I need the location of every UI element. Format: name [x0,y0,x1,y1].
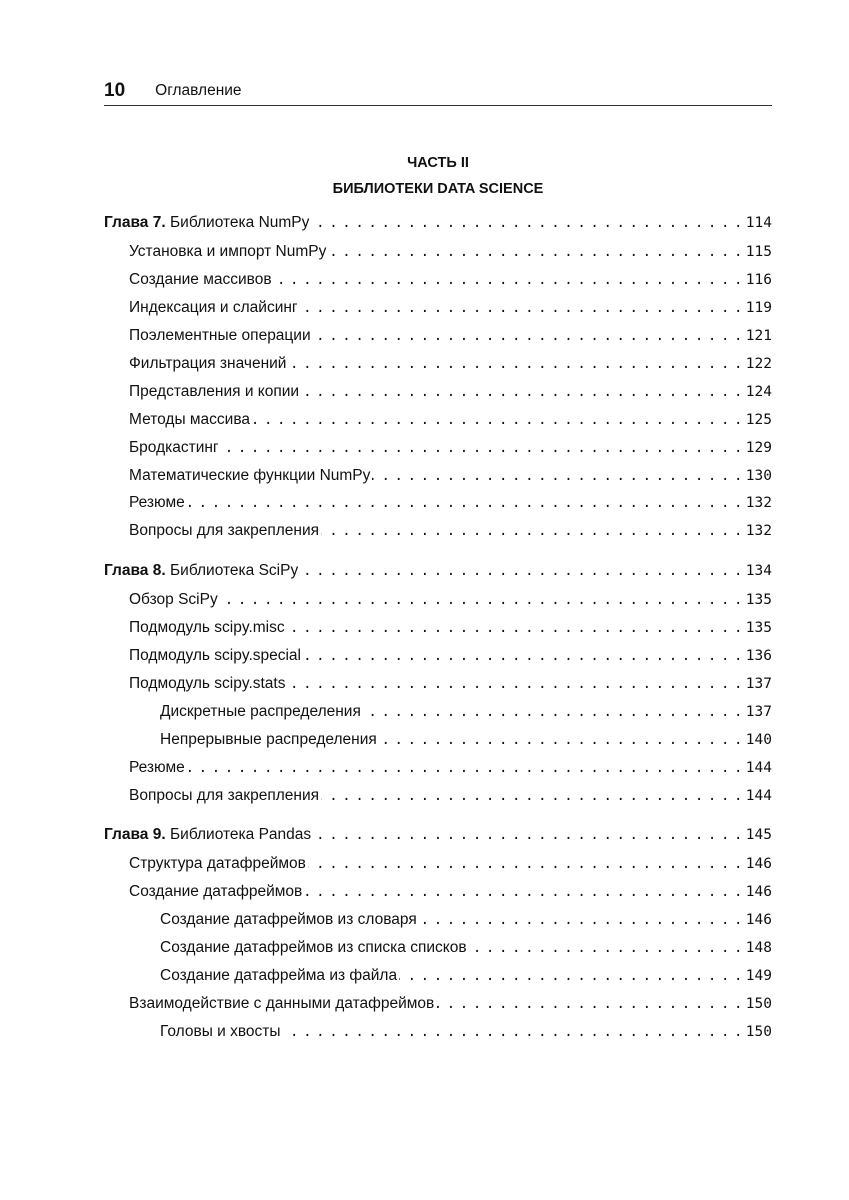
toc-page-number: 137 [745,704,772,720]
toc-entry[interactable] [129,325,772,347]
toc-entry[interactable] [129,465,772,487]
toc-entry-title: Дискретные распределения [160,703,361,720]
dot-leader [436,993,744,1015]
toc-page-number: 146 [745,912,772,928]
toc-entry-title: Взаимодействие с данными датафреймов [129,995,435,1012]
toc-entry[interactable] [129,297,772,319]
toc-entry[interactable] [129,520,772,542]
toc-entry[interactable] [129,757,772,779]
toc-entry[interactable] [129,853,772,875]
toc-entry[interactable] [129,437,772,459]
part-label: ЧАСТЬ II [407,155,469,171]
toc-entry-title: Поэлементные операции [129,327,311,344]
dot-leader [419,909,744,931]
toc-entry-title: Непрерывные распределения [160,731,377,748]
dot-leader [288,353,743,375]
toc-page-number: 144 [745,788,772,804]
toc-entry[interactable] [129,645,772,667]
toc-chapter-8[interactable] [104,560,772,582]
toc-page-number: 121 [745,328,772,344]
dot-leader [252,409,744,431]
toc-page-number: 135 [745,620,772,636]
toc-chapter-9[interactable] [104,824,772,846]
dot-leader [379,729,744,751]
toc-subentry[interactable] [160,909,772,931]
toc-page-number: 132 [745,495,772,511]
toc-page-number: 135 [745,592,772,608]
toc-entry-title: Вопросы для закрепления [129,787,319,804]
dot-leader [363,701,744,723]
dot-leader [187,492,744,514]
dot-leader [321,520,744,542]
dot-leader [287,617,744,639]
toc-entry-title: Индексация и слайсинг [129,299,298,316]
toc-entry-title: Фильтрация значений [129,355,287,372]
toc-entry-title [104,212,309,234]
toc-subentry[interactable] [160,701,772,723]
dot-leader [469,937,744,959]
toc-entry[interactable] [129,589,772,611]
page-number: 10 [104,80,126,101]
part-heading [104,150,772,202]
toc-entry-title: Вопросы для закрепления [129,522,319,539]
toc-entry-title: Установка и импорт NumPy [129,243,327,260]
toc-page-number: 129 [745,440,772,456]
toc-page-number: 146 [745,884,772,900]
toc-page-number: 124 [745,384,772,400]
toc-entry-title [104,560,298,582]
toc-page-number: 145 [745,827,772,843]
toc-page-number: 122 [745,356,772,372]
toc-page-number: 146 [745,856,772,872]
toc-page-number: 136 [745,648,772,664]
dot-leader [220,589,744,611]
toc-page-number: 119 [745,300,772,316]
toc-entry-title: Подмодуль scipy.special [129,647,301,664]
toc-page-number: 115 [745,244,772,260]
toc-page-number: 150 [745,1024,772,1040]
toc-entry[interactable] [129,673,772,695]
chapter-title: Библиотека NumPy [169,214,310,231]
dot-leader [313,824,744,846]
toc-entry[interactable] [129,881,772,903]
toc-entry[interactable] [129,993,772,1015]
toc-entry[interactable] [129,492,772,514]
toc-entry-title: Резюме [129,494,185,511]
toc-entry[interactable] [129,269,772,291]
toc-entry-title: Представления и копии [129,383,300,400]
toc-page-number: 132 [745,523,772,539]
toc-entry-title: Создание датафреймов [129,883,303,900]
toc-subentry[interactable] [160,729,772,751]
dot-leader [304,881,744,903]
toc-subentry[interactable] [160,937,772,959]
toc-entry-title: Создание датафреймов из словаря [160,911,417,928]
toc-page-number: 130 [745,468,772,484]
toc-entry-title: Создание датафрейма из файла [160,967,398,984]
dot-leader [300,560,744,582]
toc-entry-title: Математические функции NumPy [129,467,371,484]
toc-entry-title: Создание датафреймов из списка списков [160,939,467,956]
dot-leader [372,465,743,487]
toc-chapter-7[interactable] [104,212,772,234]
dot-leader [321,785,744,807]
toc-page-number: 149 [745,968,772,984]
toc-page-number: 134 [745,563,772,579]
dot-leader [328,241,743,263]
toc-entry-title: Структура датафреймов [129,855,306,872]
toc-entry[interactable] [129,409,772,431]
toc-page-number: 125 [745,412,772,428]
dot-leader [221,437,744,459]
toc-entry-title: Резюме [129,759,185,776]
chapter-title: Библиотека Pandas [169,826,312,843]
toc-subentry[interactable] [160,965,772,987]
part-title: БИБЛИОТЕКИ DATA SCIENCE [332,181,544,197]
running-title: Оглавление [155,82,242,99]
running-head [104,78,772,106]
toc-entry-title: Подмодуль scipy.stats [129,675,286,692]
toc-entry-title: Обзор SciPy [129,591,218,608]
dot-leader [187,757,744,779]
dot-leader [301,381,744,403]
toc-page-number: 140 [745,732,772,748]
toc-page-number: 137 [745,676,772,692]
chapter-label: Глава 9. [104,826,166,843]
toc-page-number: 144 [745,760,772,776]
toc-entry-title: Методы массива [129,411,251,428]
dot-leader [283,1021,744,1043]
dot-leader [311,212,743,234]
toc-entry-title: Создание массивов [129,271,272,288]
toc-page-number: 148 [745,940,772,956]
toc-subentry[interactable] [160,1021,772,1043]
chapter-label: Глава 8. [104,562,166,579]
chapter-label: Глава 7. [104,214,166,231]
chapter-title: Библиотека SciPy [169,562,299,579]
toc-entry[interactable] [129,617,772,639]
toc-entry[interactable] [129,241,772,263]
dot-leader [300,297,744,319]
toc-entry[interactable] [129,381,772,403]
toc-page-number: 114 [745,215,772,231]
toc-entry-title: Бродкастинг [129,439,219,456]
dot-leader [287,673,743,695]
toc-entry[interactable] [129,785,772,807]
toc-entry-title [104,824,311,846]
dot-leader [274,269,744,291]
toc-page-number: 116 [745,272,772,288]
dot-leader [308,853,744,875]
toc-entry-title: Подмодуль scipy.misc [129,619,285,636]
dot-leader [303,645,744,667]
toc-page-number: 150 [745,996,772,1012]
toc-entry-title: Головы и хвосты [160,1023,281,1040]
toc-entry[interactable] [129,353,772,375]
dot-leader [399,965,744,987]
dot-leader [313,325,744,347]
